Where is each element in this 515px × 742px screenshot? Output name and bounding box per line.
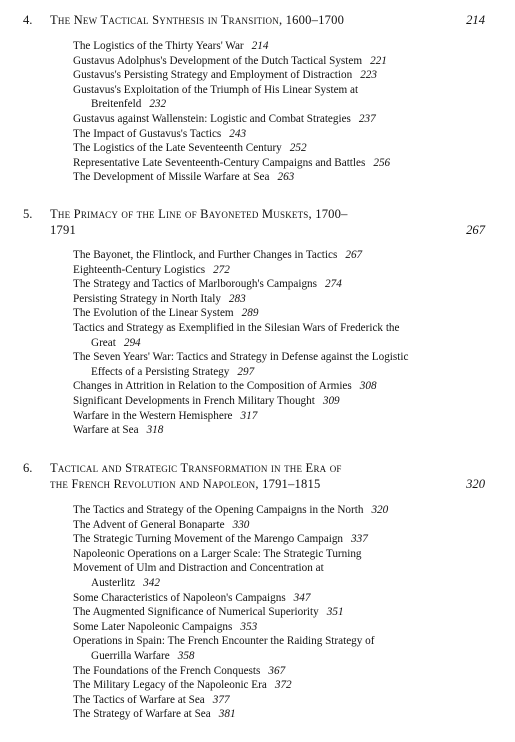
section-page-number: 320 — [371, 504, 389, 516]
chapter-page-number: 320 — [466, 477, 485, 491]
list-item: The Augmented Significance of Numerical Superiority 351 — [73, 606, 344, 619]
section-list — [0, 503, 515, 722]
section-page-number: 330 — [232, 518, 250, 531]
section-page-number: 337 — [351, 533, 368, 546]
chapter-heading — [0, 460, 515, 492]
section-page-number: 237 — [358, 112, 376, 125]
section-page-number: 214 — [251, 40, 269, 52]
section-page-number: 308 — [359, 380, 377, 393]
section-page-number: 297 — [237, 365, 255, 378]
list-item: Gustavus's Persisting Strategy and Employment of Distraction 223 — [73, 69, 377, 82]
section-page-number: 289 — [241, 307, 259, 320]
list-item: The Impact of Gustavus's Tactics 243 — [73, 127, 247, 140]
list-item: Persisting Strategy in North Italy 283 — [73, 292, 246, 305]
list-item: Gustavus's Exploitation of the Triumph of His Linear System at Breitenfeld 232 — [73, 83, 359, 111]
list-item: The Logistics of the Thirty Years' War 214 — [73, 40, 269, 52]
section-page-number: 283 — [228, 292, 246, 305]
list-item: The Tactics and Strategy of the Opening Campaigns in the North 320 — [73, 504, 389, 516]
section-page-number: 342 — [143, 576, 160, 589]
chapter-4 — [0, 12, 515, 185]
list-item: The Evolution of the Linear System 289 — [73, 307, 259, 320]
chapter-page-number: 214 — [466, 13, 485, 27]
section-page-number: 272 — [213, 263, 230, 276]
section-page-number: 358 — [177, 649, 195, 662]
list-item: Gustavus Adolphus's Development of the Dutch Tactical System 221 — [73, 54, 387, 67]
list-item: Some Characteristics of Napoleon's Campaigns 347 — [73, 591, 311, 604]
list-item: The Seven Years' War: Tactics and Strategy in Defense against the Logistic Effects of a Persisting Strategy 297 — [73, 351, 409, 378]
section-page-number: 353 — [240, 620, 258, 633]
chapter-number: 5. — [23, 207, 33, 221]
section-page-number: 223 — [360, 69, 377, 82]
section-page-number: 252 — [289, 142, 307, 155]
list-item: The Strategy and Tactics of Marlborough's Campaigns 274 — [73, 278, 342, 291]
section-list — [0, 39, 515, 185]
section-page-number: 347 — [293, 591, 311, 604]
section-page-number: 377 — [212, 693, 230, 706]
section-page-number: 317 — [240, 409, 258, 422]
section-page-number: 274 — [325, 278, 342, 291]
list-item: Changes in Attrition in Relation to the Composition of Armies 308 — [73, 380, 377, 393]
list-item: The Foundations of the French Conquests 367 — [73, 664, 286, 677]
chapter-6 — [0, 460, 515, 722]
section-page-number: 294 — [123, 336, 141, 349]
section-page-number: 256 — [373, 156, 391, 169]
chapter-title: The New Tactical Synthesis in Transition, 1600–1700 — [50, 13, 345, 27]
chapter-heading — [0, 12, 515, 28]
list-item: The Tactics of Warfare at Sea 377 — [73, 693, 230, 706]
list-item: Eighteenth-Century Logistics 272 — [73, 263, 230, 276]
list-item: The Military Legacy of the Napoleonic Era 372 — [73, 679, 292, 692]
chapter-number: 6. — [23, 461, 33, 475]
section-page-number: 309 — [322, 394, 340, 407]
section-page-number: 372 — [274, 679, 292, 692]
chapter-5 — [0, 206, 515, 438]
list-item: Gustavus against Wallenstein: Logistic and Combat Strategies 237 — [73, 112, 376, 125]
list-item: The Development of Missile Warfare at Sea 263 — [73, 171, 295, 184]
list-item: Warfare at Sea 318 — [73, 424, 164, 437]
chapter-title: The Primacy of the Line of Bayoneted Muskets, 1700– 1791 — [50, 207, 348, 237]
section-page-number: 381 — [218, 708, 236, 721]
section-list — [0, 248, 515, 438]
chapter-page-number: 267 — [466, 223, 485, 237]
section-page-number: 367 — [268, 664, 286, 677]
list-item: Representative Late Seventeenth-Century Campaigns and Battles 256 — [73, 156, 391, 169]
section-page-number: 263 — [277, 171, 295, 184]
list-item: The Bayonet, the Flintlock, and Further Changes in Tactics 267 — [73, 249, 363, 261]
list-item: The Strategic Turning Movement of the Marengo Campaign 337 — [73, 533, 368, 546]
chapter-number: 4. — [23, 13, 33, 27]
list-item: Some Later Napoleonic Campaigns 353 — [73, 620, 258, 633]
chapter-title: Tactical and Strategic Transformation in the Era of the French Revolution and Napoleon, 1791–1815 — [50, 461, 342, 491]
section-page-number: 221 — [370, 54, 387, 67]
list-item: The Advent of General Bonaparte 330 — [73, 518, 250, 531]
list-item: The Logistics of the Late Seventeenth Century 252 — [73, 142, 307, 155]
list-item: Warfare in the Western Hemisphere 317 — [73, 409, 258, 422]
list-item: Napoleonic Operations on a Larger Scale: The Strategic Turning Movement of Ulm and Distraction and Concentration at Austerlitz 342 — [73, 547, 362, 589]
list-item: Significant Developments in French Military Thought 309 — [73, 394, 340, 407]
list-item: Tactics and Strategy as Exemplified in the Silesian Wars of Frederick the Great 294 — [73, 321, 400, 349]
list-item: The Strategy of Warfare at Sea 381 — [73, 708, 236, 721]
list-item: Operations in Spain: The French Encounter the Raiding Strategy of Guerrilla Warfare 358 — [73, 635, 375, 662]
section-page-number: 232 — [149, 98, 167, 111]
section-page-number: 318 — [146, 424, 164, 437]
section-page-number: 243 — [229, 127, 247, 140]
section-page-number: 267 — [345, 249, 363, 261]
chapter-heading — [0, 206, 515, 238]
section-page-number: 351 — [326, 606, 344, 619]
